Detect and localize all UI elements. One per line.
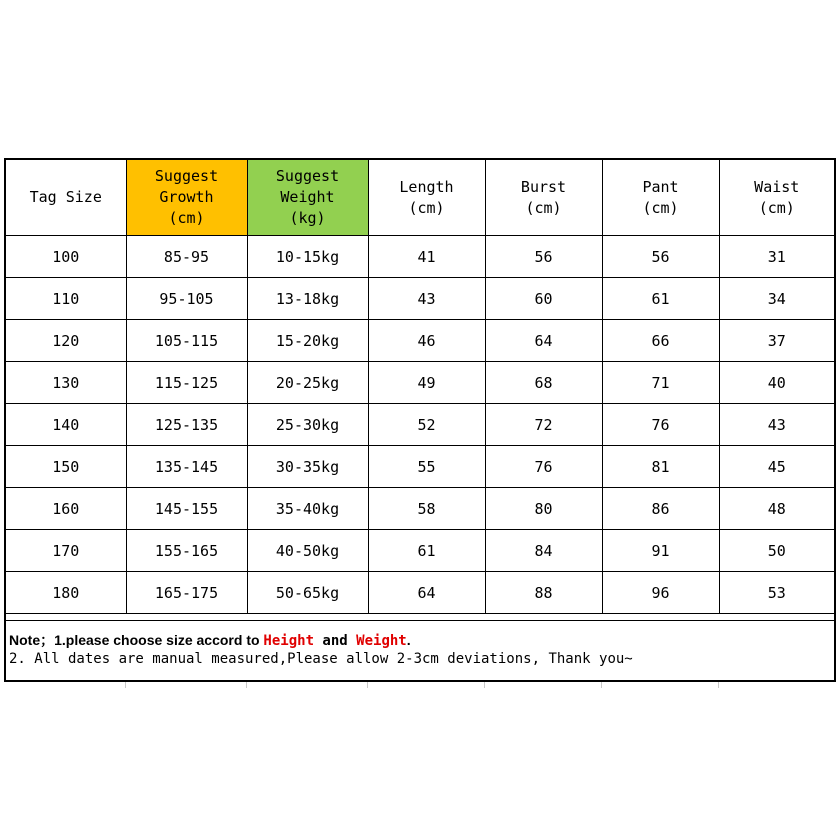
- cell-burst: 60: [485, 278, 602, 320]
- cell-pant: 66: [602, 320, 719, 362]
- cell-tag-size: 180: [6, 572, 126, 614]
- header-suggest-weight: Suggest Weight (kg): [247, 160, 368, 236]
- cell-suggest-weight: 50-65kg: [247, 572, 368, 614]
- size-chart: [4, 158, 836, 682]
- cell-tag-size: 130: [6, 362, 126, 404]
- cell-length: 64: [368, 572, 485, 614]
- header-waist: Waist (cm): [719, 160, 834, 236]
- table-row: [6, 278, 834, 320]
- table-row: [6, 236, 834, 278]
- header-pant: Pant (cm): [602, 160, 719, 236]
- cell-waist: 31: [719, 236, 834, 278]
- cell-suggest-weight: 13-18kg: [247, 278, 368, 320]
- cell-burst: 80: [485, 488, 602, 530]
- column-guide-ticks: [4, 682, 836, 688]
- header-burst: Burst (cm): [485, 160, 602, 236]
- table-row: [6, 488, 834, 530]
- note-section: [6, 620, 834, 680]
- cell-suggest-growth: 125-135: [126, 404, 247, 446]
- cell-pant: 76: [602, 404, 719, 446]
- note-line-2: 2. All dates are manual measured,Please allow 2-3cm deviations, Thank you~: [9, 651, 633, 667]
- guide-tick: [125, 682, 126, 688]
- note-and: and: [314, 633, 357, 649]
- cell-pant: 71: [602, 362, 719, 404]
- guide-tick: [246, 682, 247, 688]
- note-line-1: [9, 631, 834, 650]
- table-row: [6, 320, 834, 362]
- cell-waist: 48: [719, 488, 834, 530]
- cell-suggest-growth: 165-175: [126, 572, 247, 614]
- cell-waist: 50: [719, 530, 834, 572]
- cell-tag-size: 110: [6, 278, 126, 320]
- cell-length: 52: [368, 404, 485, 446]
- guide-tick: [718, 682, 719, 688]
- cell-tag-size: 120: [6, 320, 126, 362]
- cell-waist: 34: [719, 278, 834, 320]
- note-height: Height: [263, 633, 314, 649]
- cell-suggest-weight: 35-40kg: [247, 488, 368, 530]
- cell-waist: 45: [719, 446, 834, 488]
- note-prefix: Note；1.please choose size accord to: [9, 632, 264, 648]
- header-suggest-growth: Suggest Growth (cm): [126, 160, 247, 236]
- cell-pant: 96: [602, 572, 719, 614]
- cell-suggest-weight: 20-25kg: [247, 362, 368, 404]
- cell-length: 61: [368, 530, 485, 572]
- cell-burst: 76: [485, 446, 602, 488]
- cell-suggest-growth: 105-115: [126, 320, 247, 362]
- cell-waist: 43: [719, 404, 834, 446]
- cell-length: 46: [368, 320, 485, 362]
- header-row: [6, 160, 834, 236]
- cell-pant: 86: [602, 488, 719, 530]
- cell-burst: 84: [485, 530, 602, 572]
- cell-burst: 88: [485, 572, 602, 614]
- cell-tag-size: 150: [6, 446, 126, 488]
- cell-suggest-growth: 135-145: [126, 446, 247, 488]
- cell-pant: 56: [602, 236, 719, 278]
- cell-pant: 81: [602, 446, 719, 488]
- cell-burst: 68: [485, 362, 602, 404]
- cell-suggest-growth: 115-125: [126, 362, 247, 404]
- cell-suggest-weight: 40-50kg: [247, 530, 368, 572]
- cell-waist: 37: [719, 320, 834, 362]
- cell-length: 41: [368, 236, 485, 278]
- cell-tag-size: 140: [6, 404, 126, 446]
- cell-suggest-weight: 15-20kg: [247, 320, 368, 362]
- guide-tick: [484, 682, 485, 688]
- note-suffix: .: [406, 632, 411, 648]
- note-weight: Weight: [356, 633, 407, 649]
- cell-suggest-weight: 30-35kg: [247, 446, 368, 488]
- table-row: [6, 530, 834, 572]
- cell-suggest-weight: 25-30kg: [247, 404, 368, 446]
- cell-tag-size: 160: [6, 488, 126, 530]
- cell-tag-size: 100: [6, 236, 126, 278]
- cell-suggest-growth: 95-105: [126, 278, 247, 320]
- cell-pant: 91: [602, 530, 719, 572]
- cell-length: 43: [368, 278, 485, 320]
- table-row: [6, 446, 834, 488]
- cell-burst: 56: [485, 236, 602, 278]
- table-row: [6, 404, 834, 446]
- cell-length: 55: [368, 446, 485, 488]
- cell-pant: 61: [602, 278, 719, 320]
- cell-burst: 64: [485, 320, 602, 362]
- cell-suggest-growth: 155-165: [126, 530, 247, 572]
- cell-burst: 72: [485, 404, 602, 446]
- cell-waist: 53: [719, 572, 834, 614]
- header-tag-size: Tag Size: [6, 160, 126, 236]
- cell-suggest-weight: 10-15kg: [247, 236, 368, 278]
- guide-tick: [367, 682, 368, 688]
- cell-waist: 40: [719, 362, 834, 404]
- cell-suggest-growth: 145-155: [126, 488, 247, 530]
- table-row: [6, 362, 834, 404]
- cell-tag-size: 170: [6, 530, 126, 572]
- table-row: [6, 572, 834, 614]
- guide-tick: [601, 682, 602, 688]
- cell-length: 49: [368, 362, 485, 404]
- size-table: [6, 160, 834, 614]
- cell-suggest-growth: 85-95: [126, 236, 247, 278]
- cell-length: 58: [368, 488, 485, 530]
- header-length: Length (cm): [368, 160, 485, 236]
